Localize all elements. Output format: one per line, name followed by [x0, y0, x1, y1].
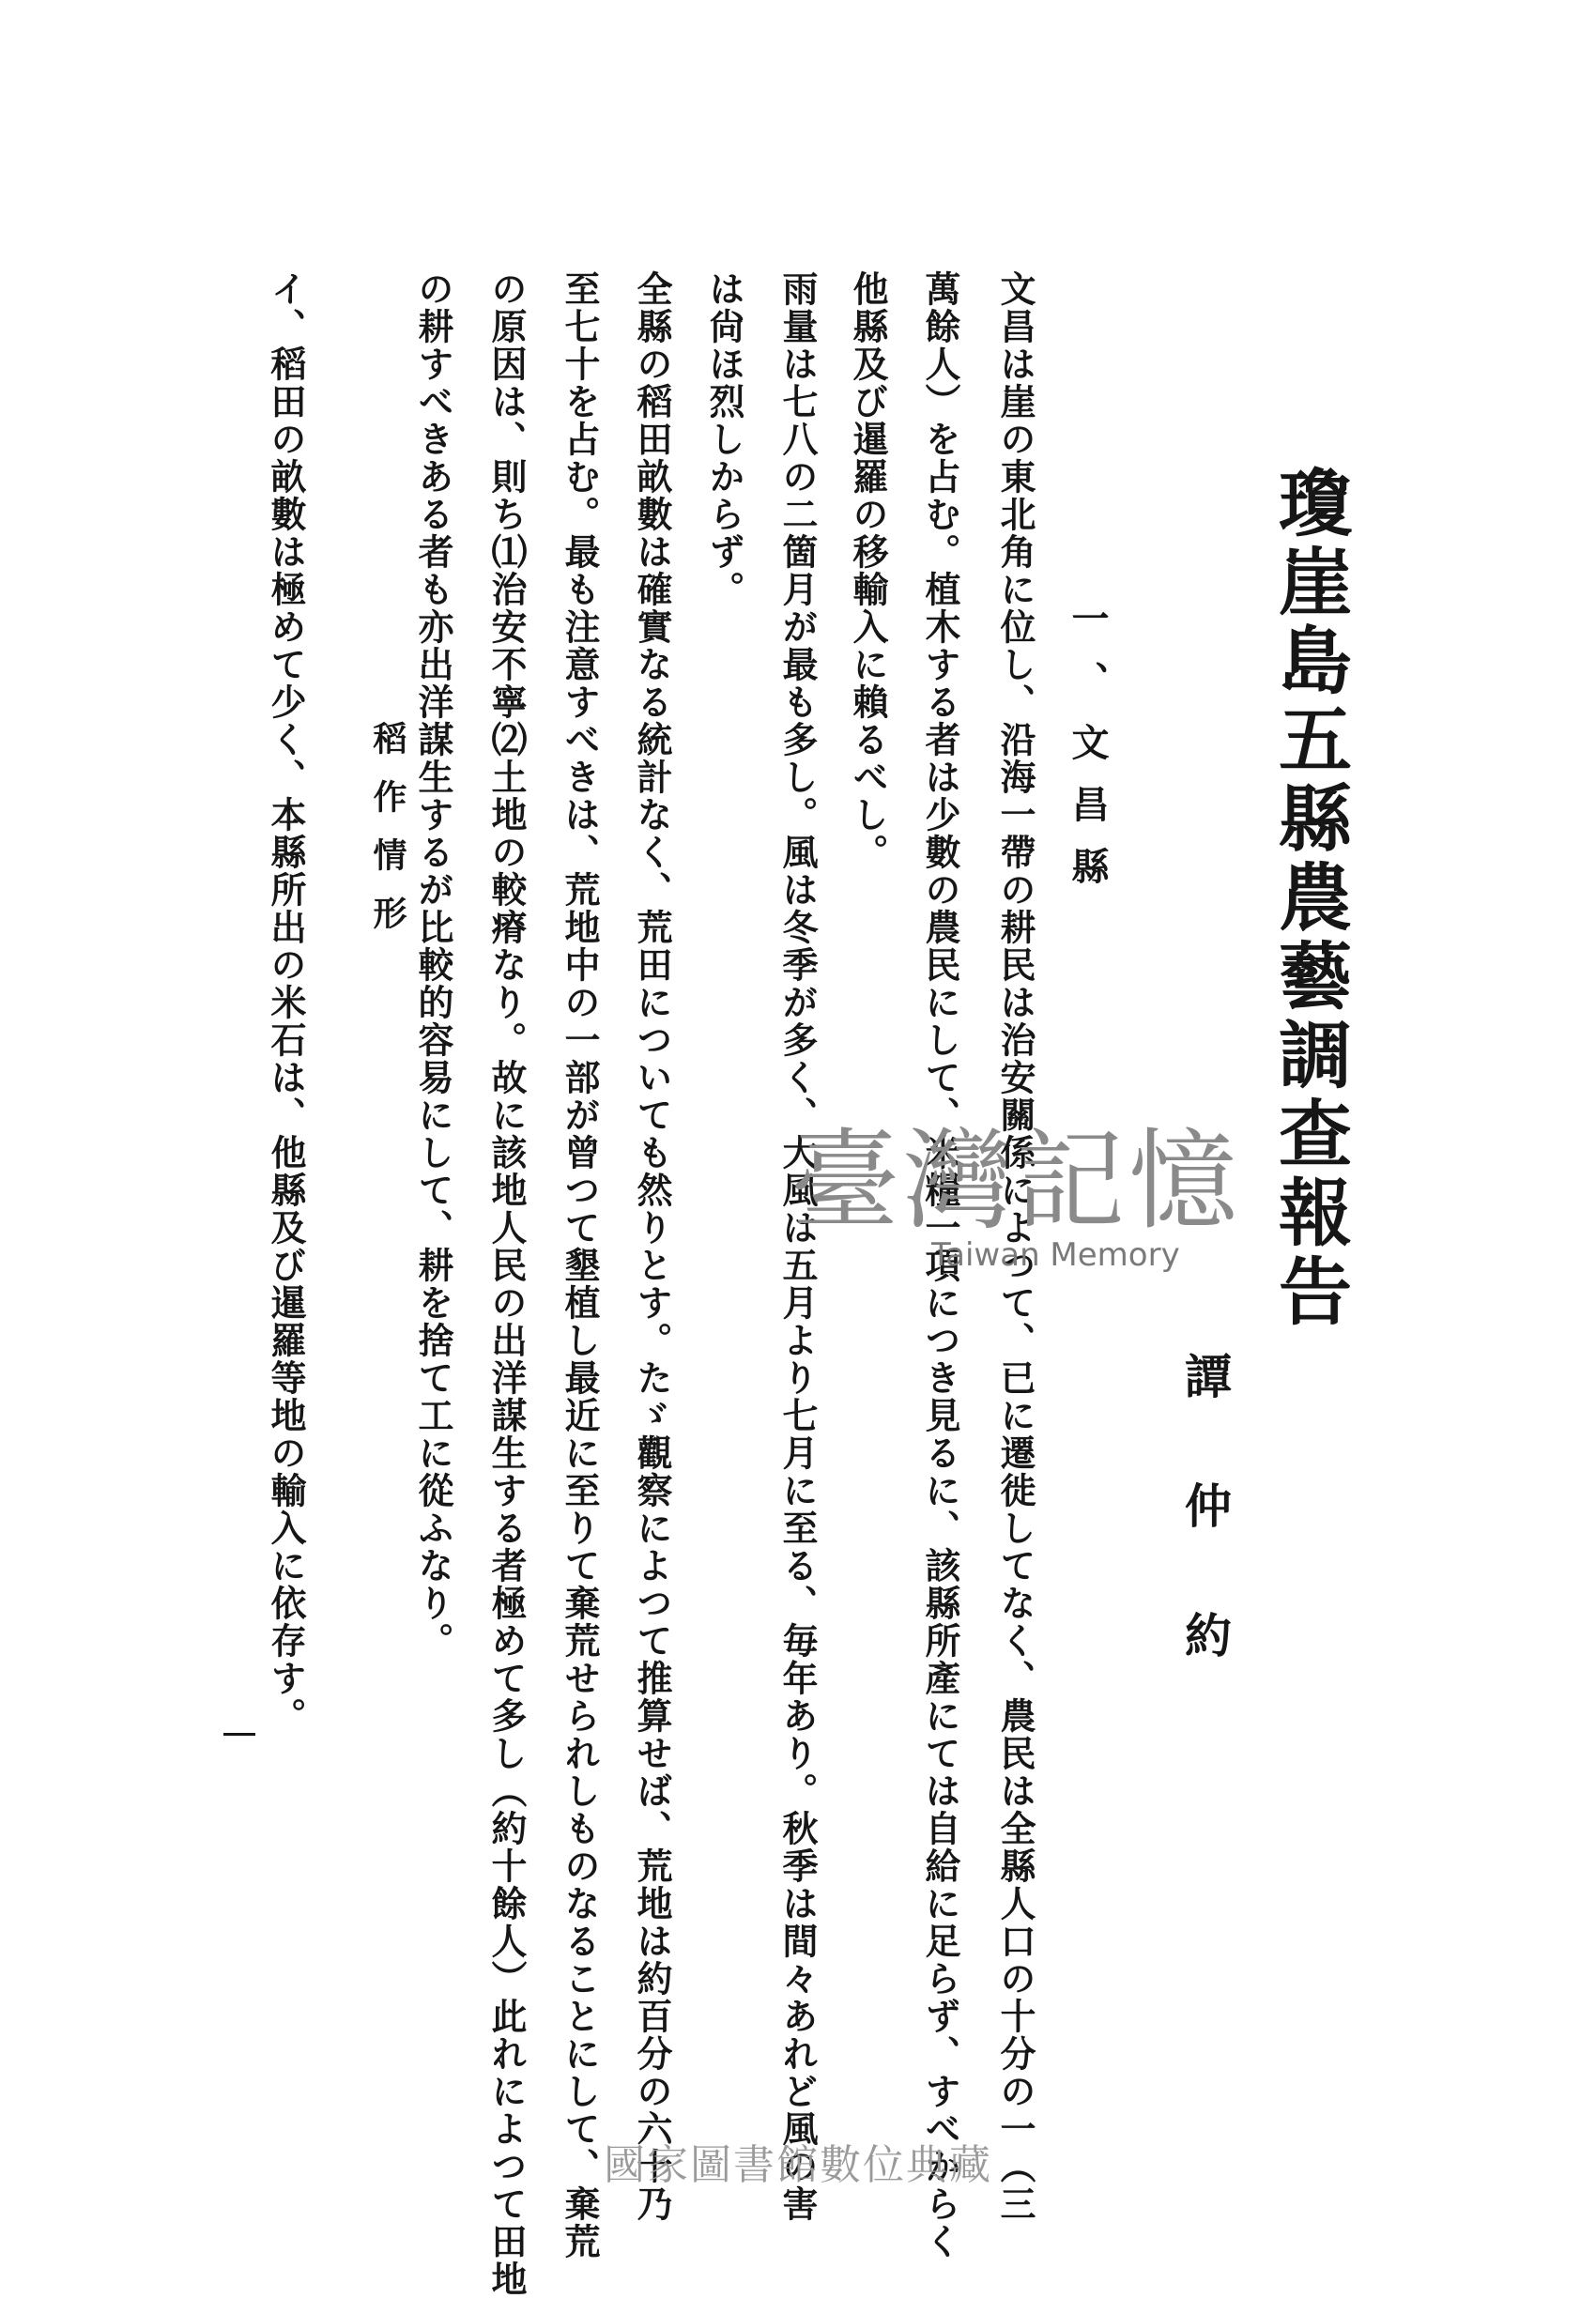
watermark-chinese: 臺灣記憶	[790, 1118, 1241, 1245]
paragraph-line: の原因は、則ち⑴治安不寧⑵土地の較瘠なり。故に該地人民の出洋謀生する者極めて多し（約十餘人）此れによつて田地	[485, 270, 528, 2298]
paragraph-line: 文昌は崖の東北角に位し、沿海一帶の耕民は治安關係によつて、已に遷徙してなく、農民は全縣人口の十分の一（三	[994, 270, 1036, 2223]
section-heading: 一、文昌縣	[1066, 599, 1110, 909]
paragraph-line: 他縣及び暹羅の移輸入に賴るべし。	[847, 270, 889, 871]
author-name: 譚仲約	[1177, 1352, 1233, 1740]
footer-text: 國家圖書館數位典藏	[604, 2141, 992, 2189]
subheading: 稻作情形	[368, 721, 407, 954]
paragraph-line: 至七十を占む。最も注意すべきは、荒地中の一部が曾つて墾植し最近に至りて棄荒せられしものなることにして、棄荒	[559, 270, 601, 2260]
document-title: 瓊崖島五縣農藝調查報告	[1266, 465, 1352, 1332]
paragraph-line: 雨量は七八の二箇月が最も多し。風は冬季が多く、大風は五月より七月に至る、毎年あり。秋季は間々あれど風の害	[776, 270, 819, 2223]
paragraph-line: は尙ほ烈しからず。	[703, 270, 745, 608]
paragraph-line: 全縣の稻田畝數は確實なる統計なく、荒田についても然りとす。たゞ觀察によつて推算せば、荒地は約百分の六十乃	[631, 270, 673, 2223]
watermark	[790, 1094, 1279, 1300]
paragraph-line: イ、稻田の畝數は極めて少く、本縣所出の米石は、他縣及び暹羅等地の輸入に依存す。	[265, 270, 307, 1735]
page-number	[223, 1733, 255, 1736]
paragraph-line: の耕すべきある者も亦出洋謀生するが比較的容易にして、耕を捨て工に從ふなり。	[412, 270, 454, 1660]
watermark-english: Taiwan Memory	[931, 1236, 1180, 1274]
paragraph-line: 萬餘人）を占む。植木する者は少數の農民にして、米糧一項につき見るに、該縣所產にては自給に足らず、すべからく	[919, 270, 961, 2260]
